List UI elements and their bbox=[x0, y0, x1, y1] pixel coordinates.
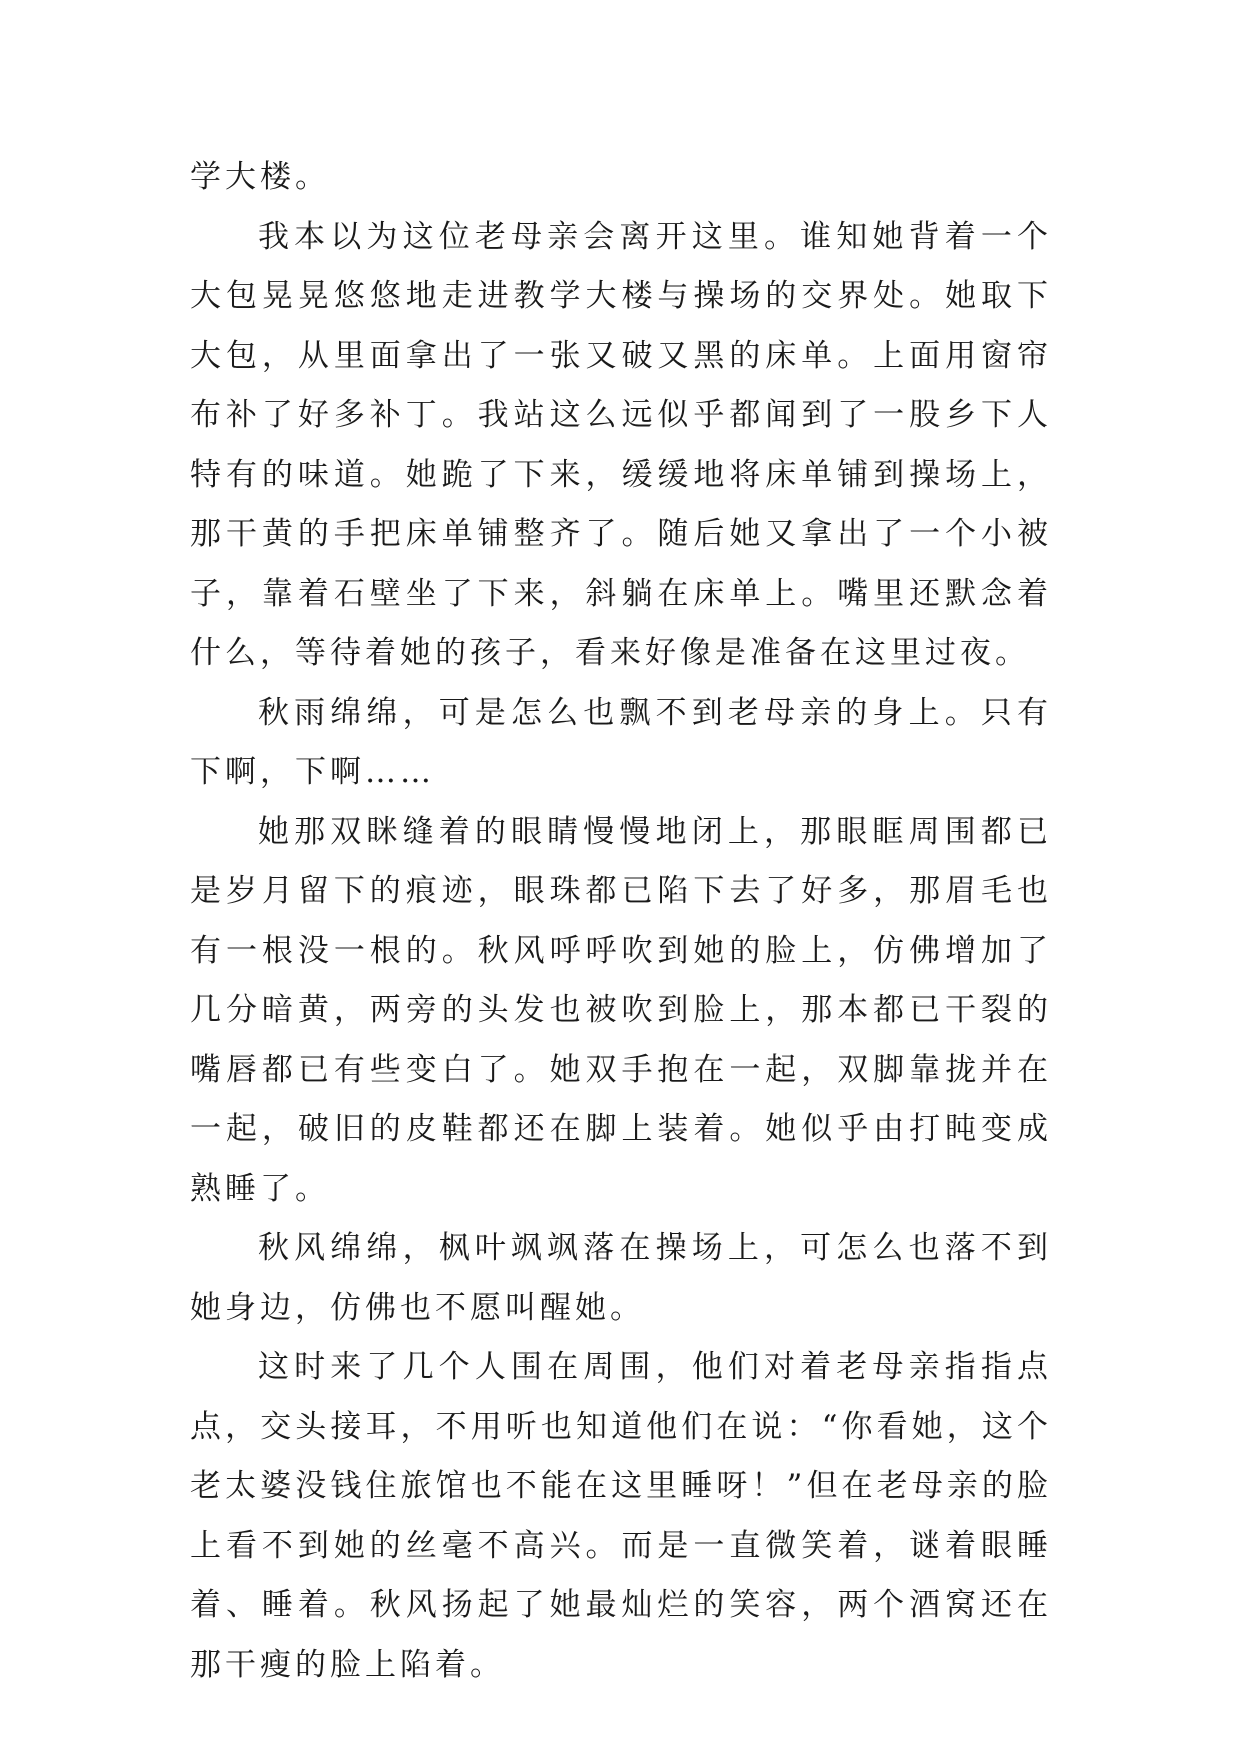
paragraph-3: 秋雨绵绵，可是怎么也飘不到老母亲的身上。只有下啊，下啊…… bbox=[190, 694, 1052, 790]
paragraph-4: 她那双眯缝着的眼睛慢慢地闭上，那眼眶周围都已是岁月留下的痕迹，眼珠都已陷下去了好多，那眉毛也有一根没一根的。秋风呼呼吹到她的脸上，仿佛增加了几分暗黄，两旁的头发也被吹到脸上，那本都已干裂的嘴唇都已有些变白了。她双手抱在一起，双脚靠拢并在一起，破旧的皮鞋都还在脚上装着。她似乎由打盹变成熟睡了。 bbox=[190, 813, 1052, 1207]
paragraph-6: 这时来了几个人围在周围，他们对着老母亲指指点点，交头接耳，不用听也知道他们在说：“你看她，这个老太婆没钱住旅馆也不能在这里睡呀！”但在老母亲的脸上看不到她的丝毫不高兴。而是一直微笑着，谜着眼睡着、睡着。秋风扬起了她最灿烂的笑容，两个酒窝还在那干瘦的脸上陷着。 bbox=[190, 1349, 1052, 1683]
paragraph-1: 学大楼。 bbox=[190, 159, 330, 195]
document-body bbox=[190, 148, 1052, 1695]
paragraph-2: 我本以为这位老母亲会离开这里。谁知她背着一个大包晃晃悠悠地走进教学大楼与操场的交界处。她取下大包，从里面拿出了一张又破又黑的床单。上面用窗帘布补了好多补丁。我站这么远似乎都闻到了一股乡下人特有的味道。她跪了下来，缓缓地将床单铺到操场上，那干黄的手把床单铺整齐了。随后她又拿出了一个小被子，靠着石壁坐了下来，斜躺在床单上。嘴里还默念着什么，等待着她的孩子，看来好像是准备在这里过夜。 bbox=[190, 218, 1052, 671]
paragraph-5: 秋风绵绵，枫叶飒飒落在操场上，可怎么也落不到她身边，仿佛也不愿叫醒她。 bbox=[190, 1230, 1052, 1326]
